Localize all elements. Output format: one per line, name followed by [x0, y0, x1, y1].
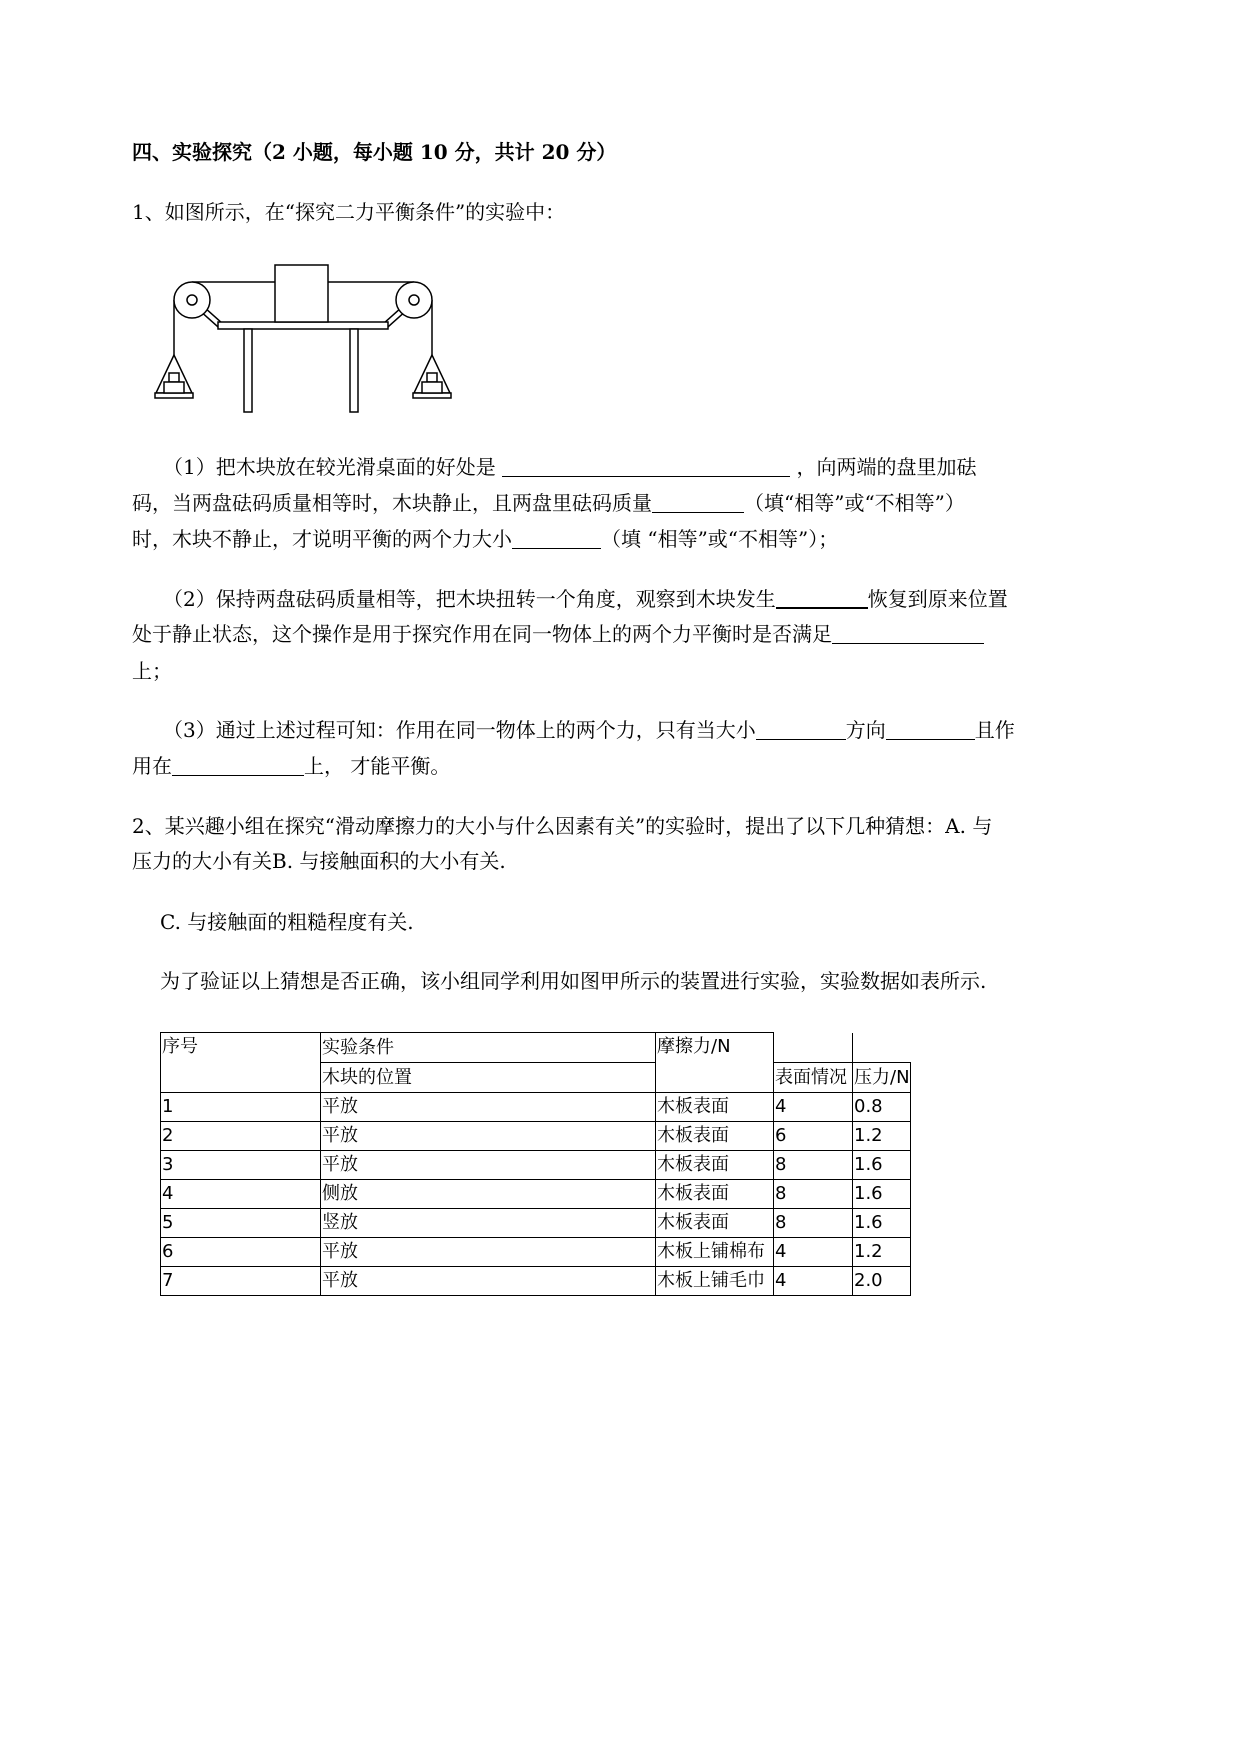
- table-cell: 1.2: [853, 1238, 911, 1267]
- question-1-part-2-text: 处于静止状态，这个操作是用于探究作用在同一物体上的两个力平衡时是否满足: [132, 622, 832, 646]
- section-title: 四、实验探究（2 小题，每小题 10 分，共计 20 分）: [132, 140, 617, 164]
- table-cell: 2.0: [853, 1267, 911, 1296]
- question-1-part-3-text: （3）通过上述过程可知：作用在同一物体上的两个力，只有当大小: [163, 718, 756, 742]
- question-2-line-2: 压力的大小有关B. 与接触面积的大小有关.: [132, 849, 506, 873]
- weight-left-large: [164, 382, 184, 393]
- answer-blank: [886, 721, 975, 740]
- answer-blank: [502, 458, 790, 477]
- table-header-row: [161, 1033, 911, 1063]
- table-cell: 0.8: [853, 1093, 911, 1122]
- empty-header-cell: [774, 1033, 853, 1063]
- question-1-part-1-text: ，向两端的盘里加砝: [790, 455, 977, 479]
- weight-right-small: [427, 373, 437, 382]
- question-1-stem: 1、如图所示，在“探究二力平衡条件”的实验中：: [132, 200, 566, 224]
- table-cell: 平放: [321, 1122, 656, 1151]
- answer-blank: [172, 757, 304, 776]
- question-1-part-3-line-1: [163, 716, 1015, 744]
- table-cell: 木板上铺毛巾: [656, 1267, 774, 1296]
- table-cell: 平放: [321, 1151, 656, 1180]
- question-1-part-1-text: （1）把木块放在较光滑桌面的好处是: [163, 455, 503, 479]
- question-2-line-1: 2、某兴趣小组在探究“滑动摩擦力的大小与什么因素有关”的实验时，提出了以下几种猜想：A. 与: [132, 814, 993, 838]
- question-1-part-1-text: 时，木块不静止，才说明平衡的两个力大小: [132, 527, 512, 551]
- table-row: [161, 1122, 911, 1151]
- table-cell: 4: [774, 1238, 853, 1267]
- question-1-part-1-text: （填 “相等”或“不相等”）；: [601, 527, 839, 551]
- question-1-part-3-text: 上， 才能平衡。: [304, 754, 451, 778]
- question-1-part-1-line-1: [163, 453, 976, 481]
- table-cell: 1: [161, 1093, 321, 1122]
- table-cell: 木板表面: [656, 1122, 774, 1151]
- answer-blank: [512, 530, 601, 549]
- table-cell: 2: [161, 1122, 321, 1151]
- table-row: [161, 1267, 911, 1296]
- pulley-axle-left: [187, 295, 197, 305]
- table-cell: 4: [774, 1267, 853, 1296]
- table-cell: 8: [774, 1209, 853, 1238]
- pulley-axle-right: [409, 295, 419, 305]
- header-block-position: 木块的位置: [321, 1063, 656, 1093]
- question-1-part-2-text: （2）保持两盘砝码质量相等，把木块扭转一个角度，观察到木块发生: [163, 587, 776, 611]
- table-cell: 4: [161, 1180, 321, 1209]
- header-surface-condition: 表面情况: [774, 1063, 853, 1093]
- question-1-part-2-line-2: [132, 620, 984, 648]
- question-1-part-2-line-1: [163, 585, 1008, 613]
- answer-blank: [756, 721, 846, 740]
- table-cell: 6: [774, 1122, 853, 1151]
- answer-blank: [652, 494, 744, 513]
- weight-left-small: [169, 373, 179, 382]
- weight-right-large: [422, 382, 442, 393]
- question-1-part-3-line-2: [132, 752, 450, 780]
- table-cell: 7: [161, 1267, 321, 1296]
- answer-blank: [832, 625, 984, 644]
- table-cell: 平放: [321, 1238, 656, 1267]
- table-cell: 4: [774, 1093, 853, 1122]
- question-1-part-3-text: 且作: [974, 718, 1015, 742]
- table-cell: 侧放: [321, 1180, 656, 1209]
- table-row: [161, 1151, 911, 1180]
- balance-apparatus-figure: [150, 260, 460, 420]
- table-cell: 6: [161, 1238, 321, 1267]
- question-1-part-1-text: （填“相等”或“不相等”）: [744, 491, 965, 515]
- table-row: [161, 1093, 911, 1122]
- table-cell: 8: [774, 1151, 853, 1180]
- answer-blank: [776, 589, 868, 609]
- table-cell: 5: [161, 1209, 321, 1238]
- empty-header-cell: [853, 1033, 911, 1063]
- header-pressure: 压力/N: [853, 1063, 911, 1093]
- table-cell: 3: [161, 1151, 321, 1180]
- table-cell: 8: [774, 1180, 853, 1209]
- table-cell: 1.6: [853, 1180, 911, 1209]
- table-row: [161, 1180, 911, 1209]
- wooden-block: [275, 265, 328, 322]
- table-top: [218, 322, 388, 329]
- question-2-intro: 为了验证以上猜想是否正确，该小组同学利用如图甲所示的装置进行实验，实验数据如表所示.: [160, 969, 987, 993]
- table-cell: 木板表面: [656, 1180, 774, 1209]
- table-cell: 木板表面: [656, 1209, 774, 1238]
- header-experiment-condition: 实验条件: [321, 1033, 656, 1063]
- experiment-data-table: [160, 1032, 911, 1296]
- question-1-part-2-line-3: [132, 657, 172, 685]
- question-1-part-1-line-2: [132, 489, 965, 517]
- question-1-part-2-text: 上；: [132, 659, 172, 683]
- table-cell: 1.6: [853, 1151, 911, 1180]
- table-leg-left: [244, 329, 252, 412]
- table-cell: 平放: [321, 1267, 656, 1296]
- question-1-part-1-line-3: [132, 525, 838, 553]
- table-cell: 竖放: [321, 1209, 656, 1238]
- question-1-part-2-text: 恢复到原来位置: [867, 587, 1008, 611]
- table-row: [161, 1209, 911, 1238]
- table-leg-right: [350, 329, 358, 412]
- table-cell: 1.2: [853, 1122, 911, 1151]
- table-cell: 木板表面: [656, 1093, 774, 1122]
- table-cell: 木板表面: [656, 1151, 774, 1180]
- question-2-option-c: C. 与接触面的粗糙程度有关.: [160, 910, 414, 934]
- question-1-part-3-text: 用在: [132, 754, 172, 778]
- question-1-part-3-text: 方向: [845, 718, 886, 742]
- header-serial-number: 序号: [161, 1033, 321, 1093]
- header-friction-force: 摩擦力/N: [656, 1033, 774, 1093]
- table-cell: 1.6: [853, 1209, 911, 1238]
- table-cell: 木板上铺棉布: [656, 1238, 774, 1267]
- question-1-part-1-text: 码，当两盘砝码质量相等时，木块静止，且两盘里砝码质量: [132, 491, 652, 515]
- table-row: [161, 1238, 911, 1267]
- table-cell: 平放: [321, 1093, 656, 1122]
